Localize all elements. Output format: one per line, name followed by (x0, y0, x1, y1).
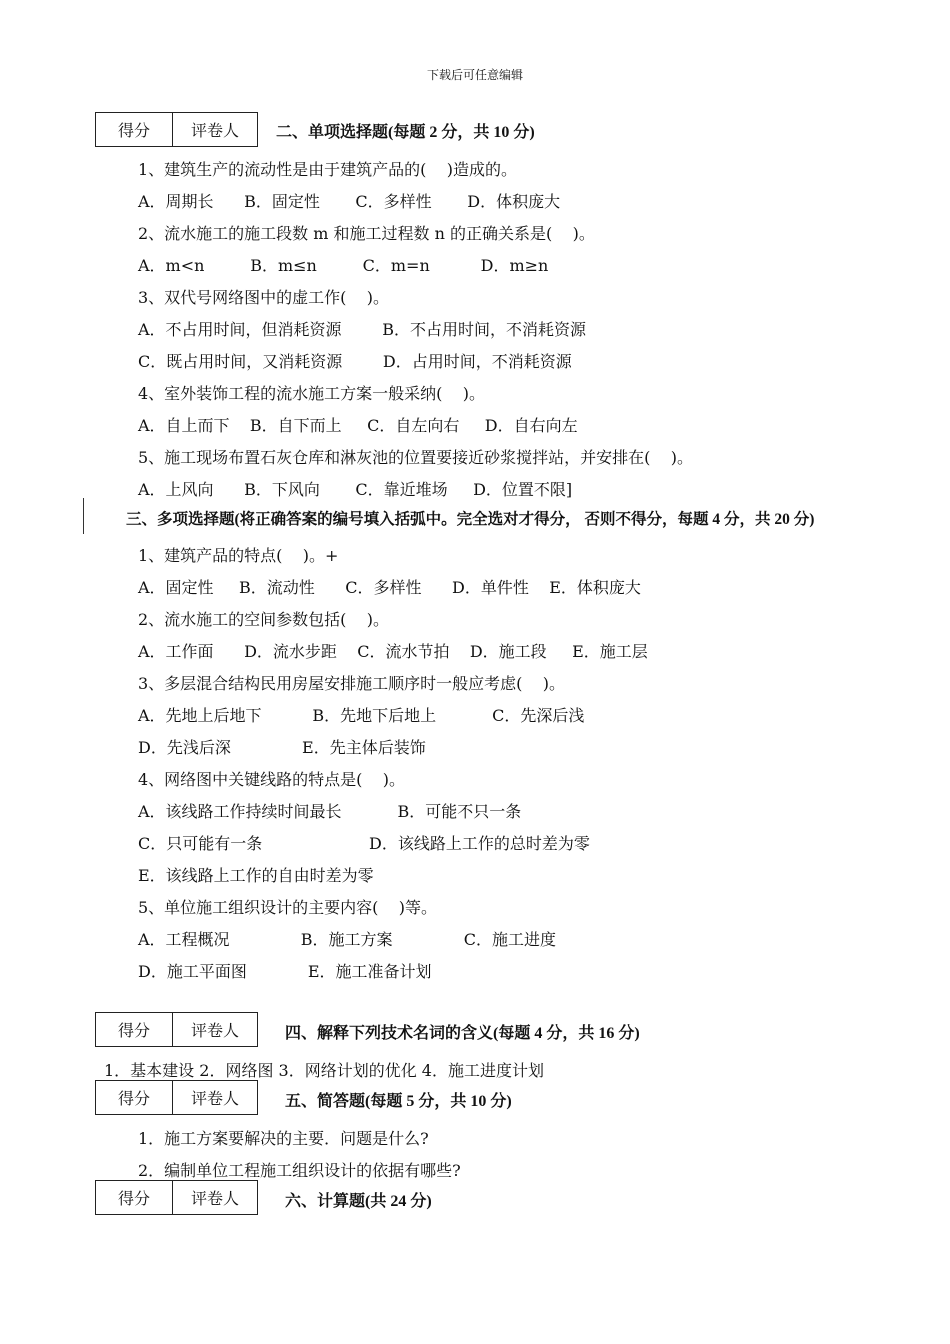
grader-cell: 评卷人 (190, 1189, 239, 1208)
score-table-sec2 (95, 112, 258, 147)
options-line: A．m<n B．m≤n C．m=n D．m≥n (138, 256, 549, 275)
question-line: 5、施工现场布置石灰仓库和淋灰池的位置要接近砂浆搅拌站，并安排在( )。 (138, 448, 694, 467)
grader-cell: 评卷人 (190, 1021, 239, 1040)
question-line: 5、单位施工组织设计的主要内容( )等。 (138, 898, 438, 917)
question-line: 3、多层混合结构民用房屋安排施工顺序时一般应考虑( )。 (138, 674, 566, 693)
score-table-sec5 (95, 1080, 258, 1115)
section-title-sec5: 五、简答题(每题 5 分，共 10 分) (285, 1093, 512, 1110)
question-line: 2．编制单位工程施工组织设计的依据有哪些? (138, 1161, 461, 1180)
options-line: A．该线路工作持续时间最长 B．可能不只一条 (138, 802, 522, 821)
score-cell: 得分 (96, 1181, 173, 1214)
score-cell: 得分 (96, 1081, 173, 1114)
margin-mark (83, 498, 84, 534)
header-note: 下载后可任意编辑 (426, 68, 523, 82)
grader-cell: 评卷人 (190, 1089, 239, 1108)
question-line: 2、流水施工的施工段数 m 和施工过程数 n 的正确关系是( )。 (138, 224, 595, 243)
options-line: A．先地上后地下 B．先地下后地上 C．先深后浅 (138, 706, 585, 725)
options-line: A．不占用时间，但消耗资源 B．不占用时间，不消耗资源 (138, 320, 587, 339)
options-line: A．工程概况 B．施工方案 C．施工进度 (138, 930, 556, 949)
question-line: 3、双代号网络图中的虚工作( )。 (138, 288, 390, 307)
options-line: A．自上而下 B．自下而上 C．自左向右 D．自右向左 (138, 416, 578, 435)
score-cell: 得分 (96, 113, 173, 146)
grader-cell: 评卷人 (190, 121, 239, 140)
options-line: C．既占用时间，又消耗资源 D．占用时间，不消耗资源 (138, 352, 572, 371)
question-line: 1、建筑产品的特点( )。+ (138, 546, 339, 565)
question-line: 1．施工方案要解决的主要．问题是什么? (138, 1129, 429, 1148)
options-line: A．上风向 B．下风向 C．靠近堆场 D．位置不限] (138, 480, 573, 499)
section-title-sec6: 六、计算题(共 24 分) (285, 1193, 432, 1210)
section-title-sec2: 二、单项选择题(每题 2 分，共 10 分) (276, 124, 535, 141)
options-line: A．工作面 D．流水步距 C．流水节拍 D．施工段 E．施工层 (138, 642, 648, 661)
score-table-sec4 (95, 1012, 258, 1047)
question-line: 2、流水施工的空间参数包括( )。 (138, 610, 390, 629)
section-title-sec4: 四、解释下列技术名词的含义(每题 4 分，共 16 分) (285, 1025, 640, 1042)
options-line: A．固定性 B．流动性 C．多样性 D．单件性 E．体积庞大 (138, 578, 641, 597)
question-line: 4、室外装饰工程的流水施工方案一般采纳( )。 (138, 384, 486, 403)
options-line: C．只可能有一条 D．该线路上工作的总时差为零 (138, 834, 590, 853)
options-line: A．周期长 B．固定性 C．多样性 D．体积庞大 (138, 192, 561, 211)
options-line: D．施工平面图 E．施工准备计划 (138, 962, 432, 981)
score-table-sec6 (95, 1180, 258, 1215)
options-line: E．该线路上工作的自由时差为零 (138, 866, 374, 885)
question-line: 4、网络图中关键线路的特点是( )。 (138, 770, 406, 789)
options-line: D．先浅后深 E．先主体后装饰 (138, 738, 426, 757)
score-cell: 得分 (96, 1013, 173, 1046)
terms-line: 1．基本建设 2．网络图 3．网络计划的优化 4．施工进度计划 (104, 1061, 544, 1080)
section-title-sec3: 三、多项选择题(将正确答案的编号填入括弧中。完全选对才得分， 否则不得分，每题 4 分，共 20 分) (126, 511, 815, 528)
question-line: 1、建筑生产的流动性是由于建筑产品的( )造成的。 (138, 160, 518, 179)
